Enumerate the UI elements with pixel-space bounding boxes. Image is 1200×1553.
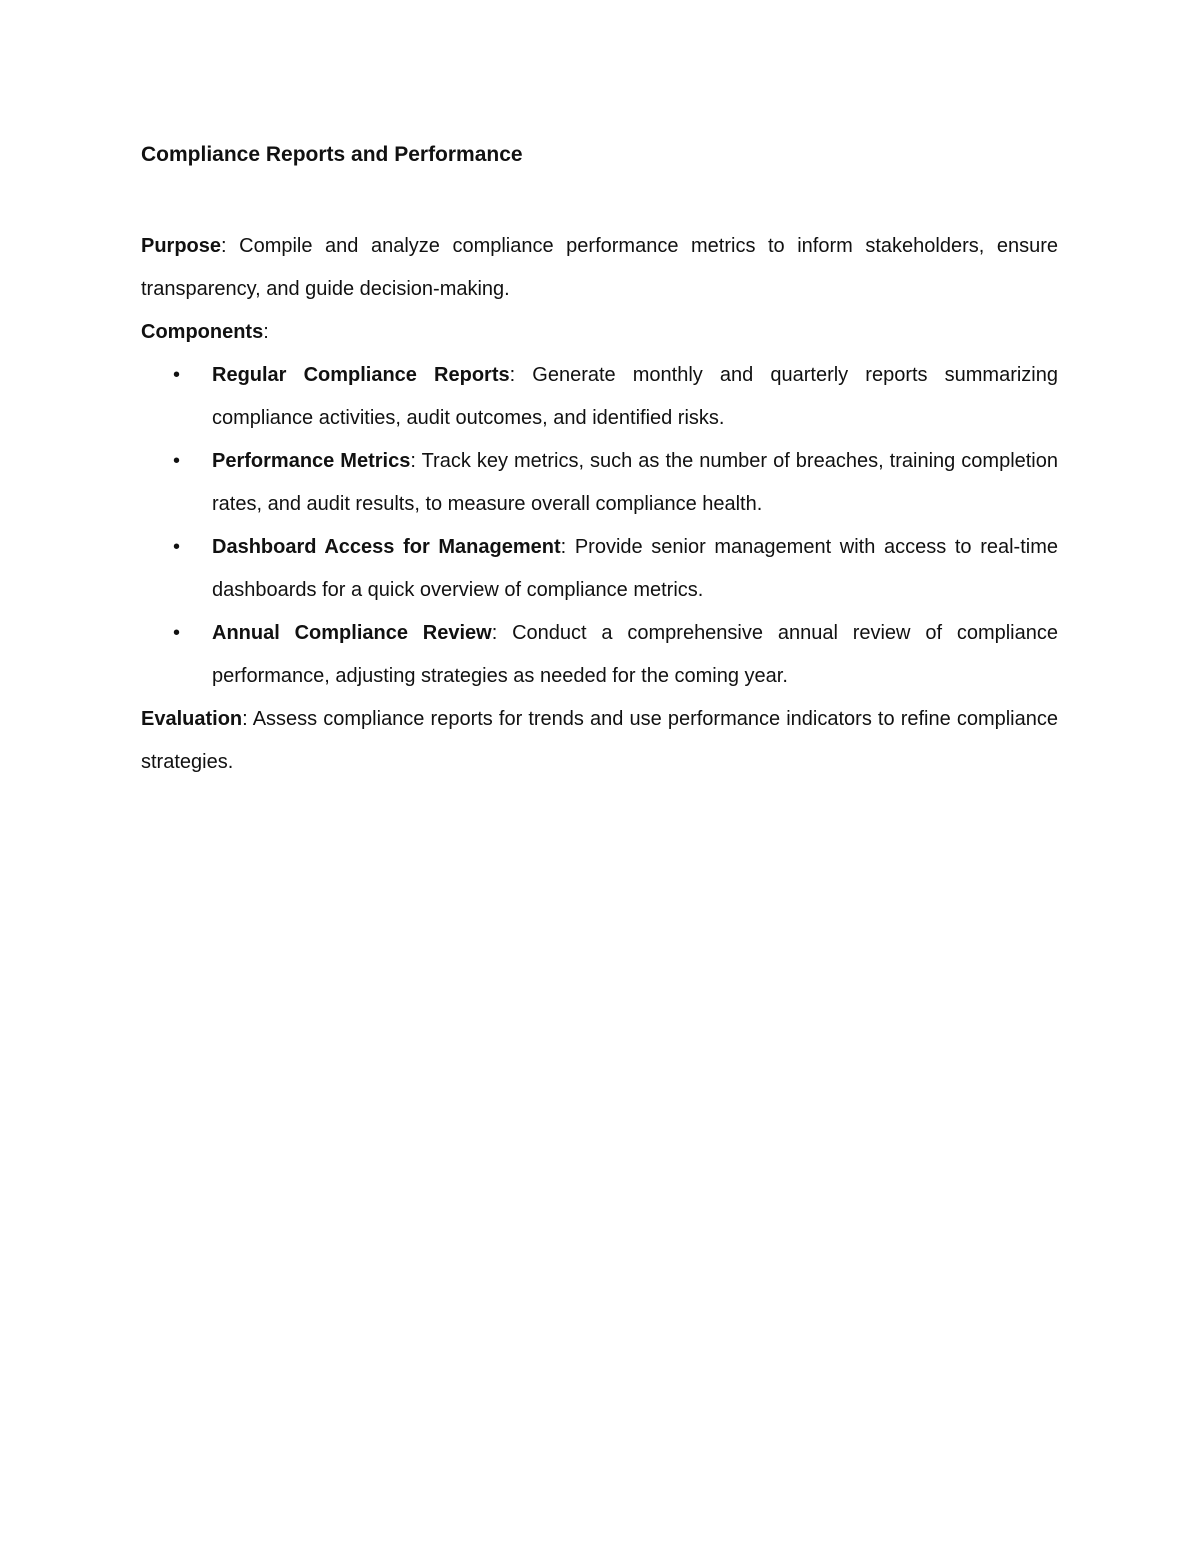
bullet-icon: •	[173, 364, 181, 386]
item-text: Conduct a comprehensive annual review of compliance performance, adjusting strategies as needed for the coming year.	[212, 622, 1058, 687]
item-separator: :	[560, 536, 567, 558]
purpose-label: Purpose	[141, 235, 222, 257]
item-label: Regular Compliance Reports	[212, 364, 510, 386]
item-text: Track key metrics, such as the number of breaches, training completion rates, and audit results, to measure overall compliance health.	[212, 450, 1059, 515]
item-separator: :	[491, 622, 498, 644]
document-body	[141, 138, 1058, 784]
item-text: Provide senior management with access to real-time dashboards for a quick overview of compliance metrics.	[212, 536, 1058, 601]
purpose-paragraph	[141, 225, 1058, 311]
list-item	[141, 440, 1058, 526]
components-label: Components	[141, 321, 264, 343]
item-label: Annual Compliance Review	[212, 622, 492, 644]
bullet-icon: •	[173, 450, 181, 472]
list-item	[141, 612, 1058, 698]
evaluation-separator: :	[242, 708, 248, 730]
list-item	[141, 526, 1058, 612]
item-separator: :	[509, 364, 516, 386]
list-item	[141, 354, 1058, 440]
bullet-icon: •	[173, 536, 181, 558]
evaluation-text: Assess compliance reports for trends and use performance indicators to refine compliance strategies.	[141, 708, 1058, 773]
page-title: Compliance Reports and Performance	[141, 143, 523, 166]
components-separator: :	[263, 321, 269, 343]
bullet-icon: •	[173, 622, 181, 644]
evaluation-label: Evaluation	[141, 708, 243, 730]
purpose-text: Compile and analyze compliance performance metrics to inform stakeholders, ensure transparency, and guide decision-making.	[141, 235, 1058, 300]
components-list	[141, 354, 1058, 698]
item-label: Dashboard Access for Management	[212, 536, 561, 558]
item-label: Performance Metrics	[212, 450, 411, 472]
evaluation-paragraph	[141, 698, 1058, 784]
components-heading	[141, 311, 1058, 354]
purpose-separator: :	[221, 235, 227, 257]
item-separator: :	[410, 450, 416, 472]
item-text: Generate monthly and quarterly reports summarizing compliance activities, audit outcomes, and identified risks.	[212, 364, 1058, 429]
